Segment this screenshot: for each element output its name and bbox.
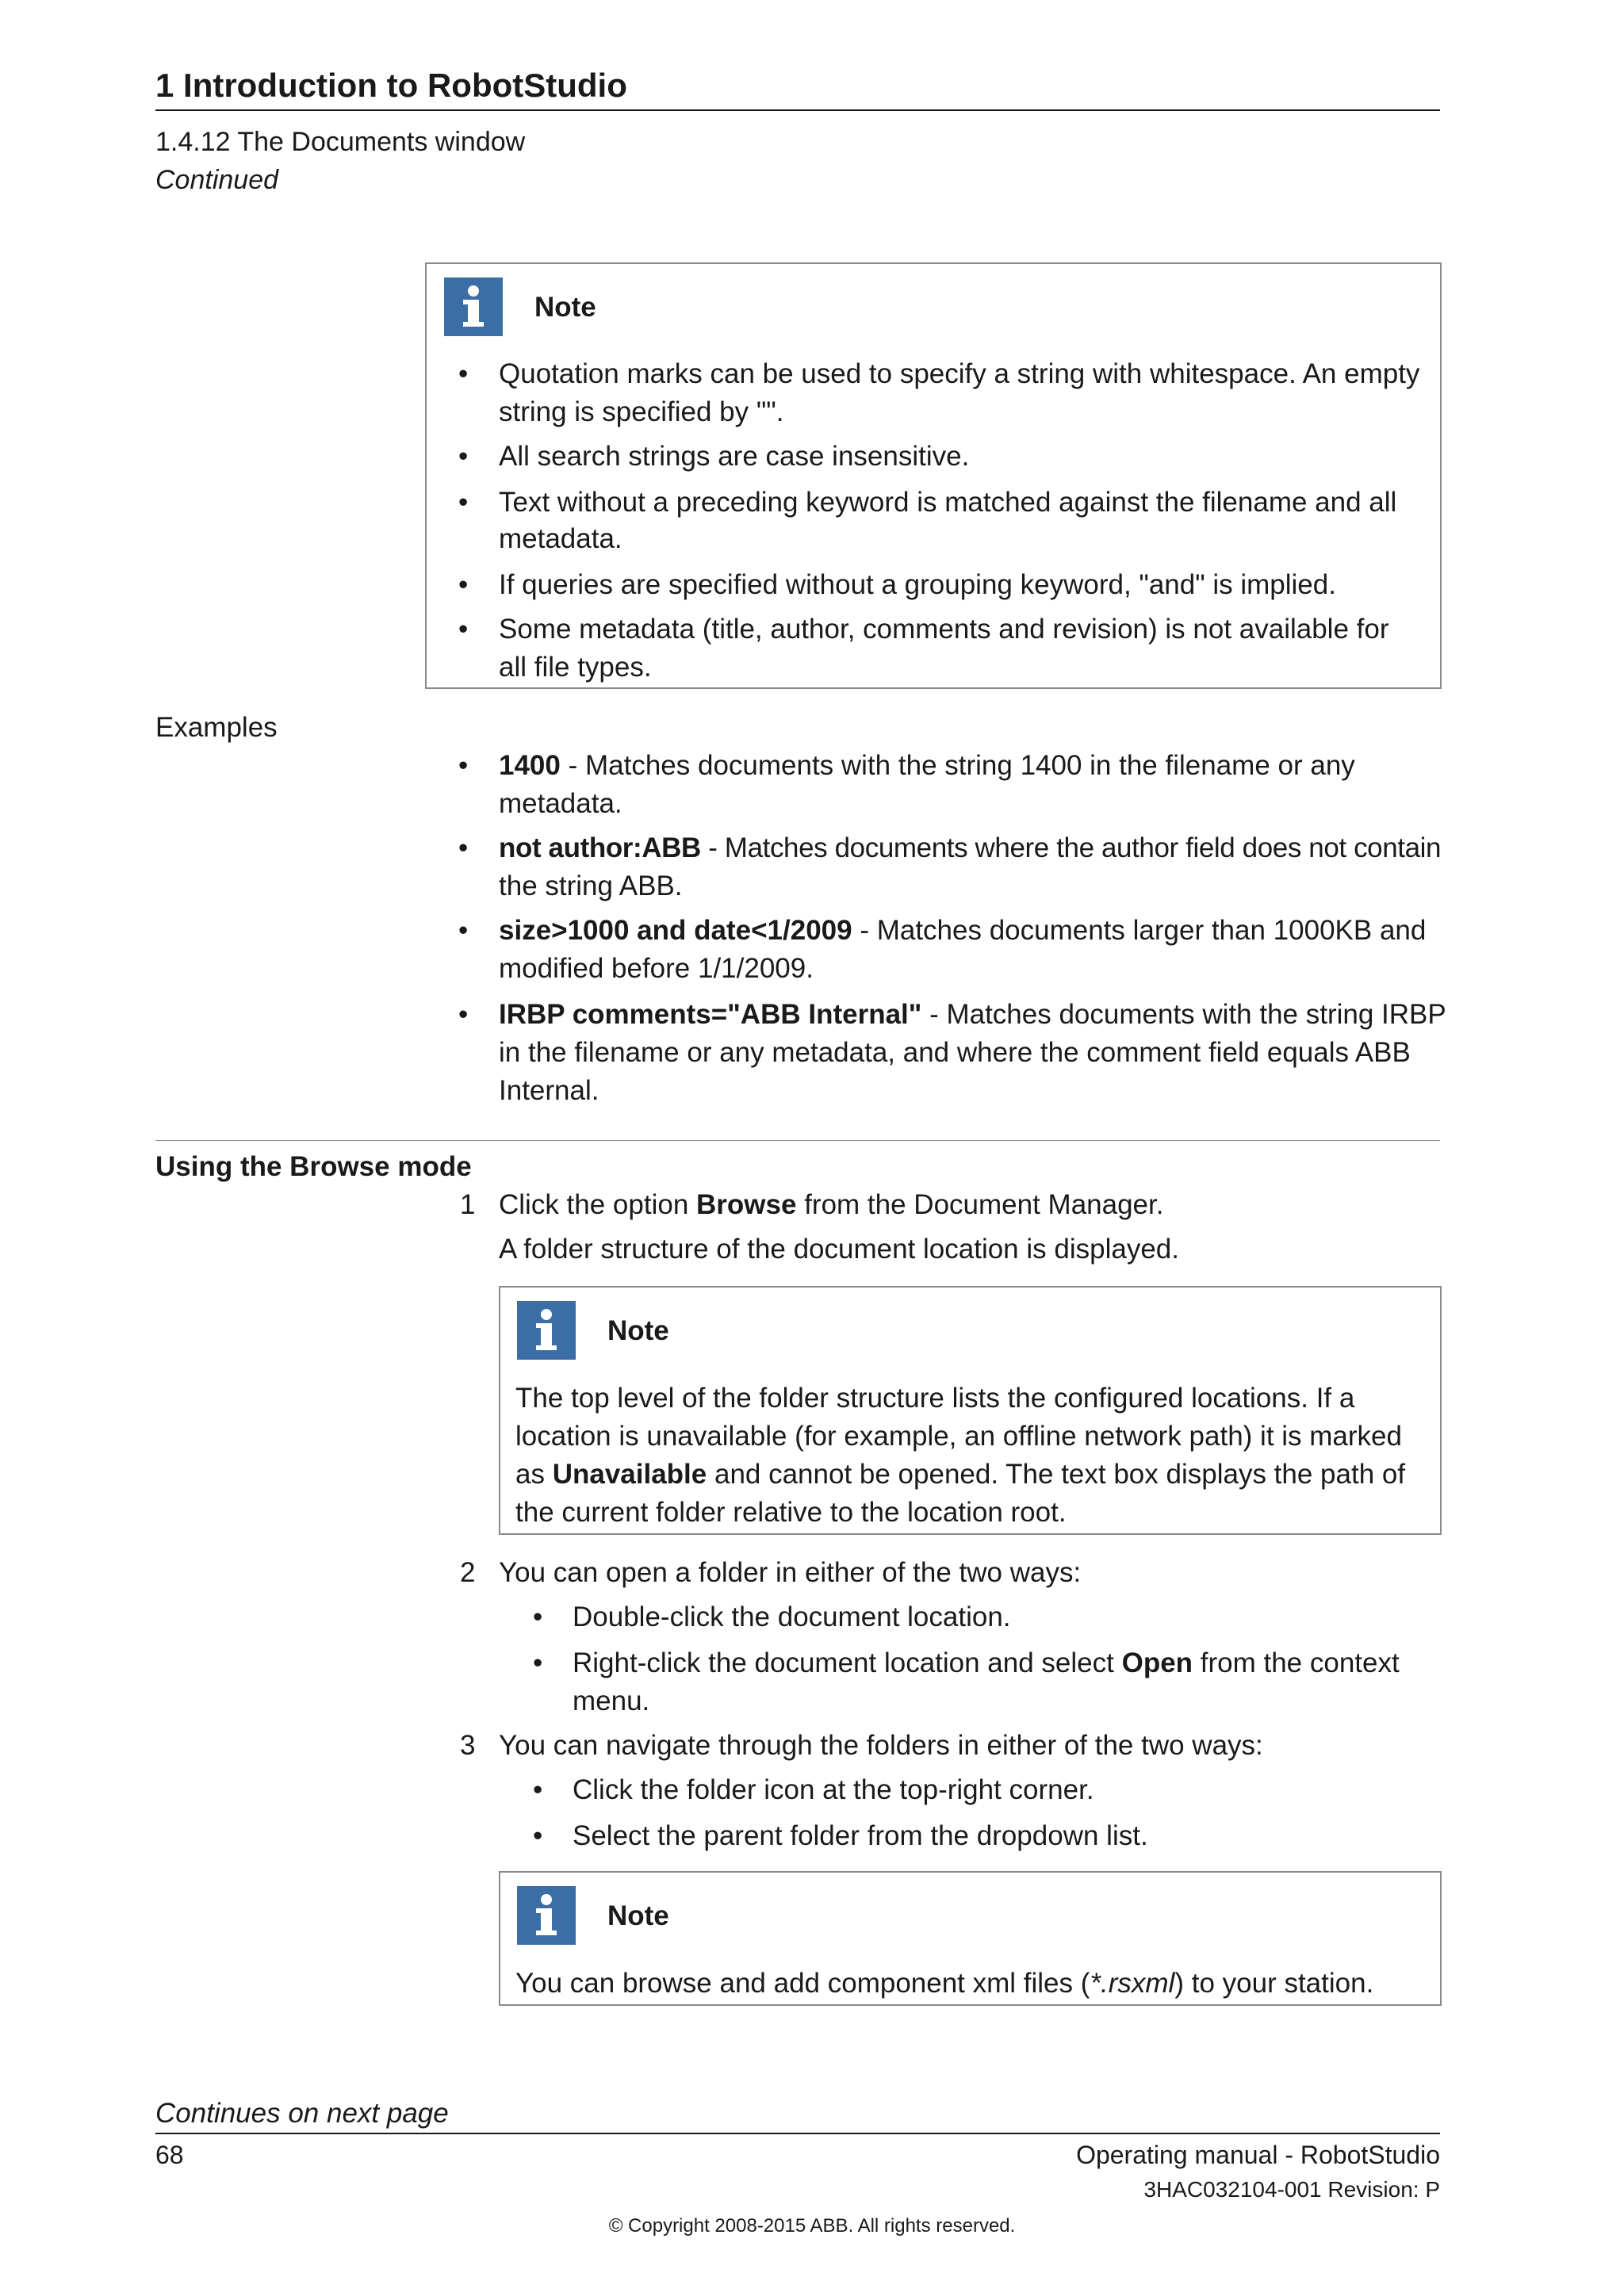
bullet: • xyxy=(458,915,469,946)
example-item-cont: in the filename or any metadata, and where the comment field equals ABB xyxy=(499,1037,1411,1068)
step-text: Click the option Browse from the Document Manager. xyxy=(499,1189,1164,1220)
note-item-text: metadata. xyxy=(499,523,622,554)
info-icon xyxy=(517,1301,576,1360)
section-title: 1.4.12 The Documents window xyxy=(155,127,526,157)
example-item: not author:ABB - Matches documents where the author field does not contain xyxy=(499,832,1442,863)
examples-label: Examples xyxy=(155,712,278,743)
step-text: You can navigate through the folders in either of the two ways: xyxy=(499,1730,1263,1761)
sub-item: Double-click the document location. xyxy=(573,1601,1011,1632)
bullet: • xyxy=(458,750,469,781)
step-text: You can open a folder in either of the two ways: xyxy=(499,1557,1082,1588)
copyright: © Copyright 2008-2015 ABB. All rights reserved. xyxy=(608,2215,1016,2237)
example-item-cont: Internal. xyxy=(499,1075,599,1106)
browse-heading: Using the Browse mode xyxy=(155,1151,472,1182)
bullet: • xyxy=(458,487,469,518)
sub-item: Click the folder icon at the top-right corner. xyxy=(573,1774,1094,1805)
note-text: The top level of the folder structure lists the configured locations. If a xyxy=(515,1383,1355,1414)
note-title: Note xyxy=(607,1315,669,1346)
continued-label: Continued xyxy=(155,165,279,195)
step-number: 1 xyxy=(460,1189,476,1220)
step-number: 3 xyxy=(460,1730,476,1761)
note-item-text: Quotation marks can be used to specify a string with whitespace. An empty xyxy=(499,358,1420,389)
footer-rule xyxy=(155,2133,1440,2134)
example-item-cont: metadata. xyxy=(499,788,622,819)
sub-item: Right-click the document location and select Open from the context xyxy=(573,1647,1400,1678)
continues-label: Continues on next page xyxy=(155,2098,449,2129)
page-number: 68 xyxy=(155,2141,184,2169)
sub-item-cont: menu. xyxy=(573,1686,650,1716)
note-item-text: Some metadata (title, author, comments and revision) is not available for xyxy=(499,614,1389,645)
manual-title: Operating manual - RobotStudio xyxy=(1076,2141,1440,2169)
note-text: as Unavailable and cannot be opened. The text box displays the path of xyxy=(515,1459,1406,1490)
step-number: 2 xyxy=(460,1557,476,1588)
note-text: the current folder relative to the location root. xyxy=(515,1497,1067,1528)
note-title: Note xyxy=(607,1900,669,1931)
bullet: • xyxy=(458,441,469,472)
bullet: • xyxy=(458,999,469,1030)
bullet: • xyxy=(458,832,469,863)
info-icon xyxy=(517,1886,576,1945)
bullet: • xyxy=(533,1820,543,1851)
bullet: • xyxy=(458,614,469,645)
chapter-title: 1 Introduction to RobotStudio xyxy=(155,67,627,104)
sub-item: Select the parent folder from the dropdown list. xyxy=(573,1820,1148,1851)
bullet: • xyxy=(458,569,469,600)
bullet: • xyxy=(533,1601,543,1632)
note-item-text: all file types. xyxy=(499,652,652,683)
example-item: IRBP comments="ABB Internal" - Matches documents with the string IRBP xyxy=(499,999,1446,1030)
header-rule xyxy=(155,109,1440,111)
note-item-text: If queries are specified without a grouping keyword, "and" is implied. xyxy=(499,569,1336,600)
example-item: size>1000 and date<1/2009 - Matches documents larger than 1000KB and xyxy=(499,915,1427,946)
example-item-cont: the string ABB. xyxy=(499,871,683,901)
section-divider xyxy=(155,1140,1440,1141)
doc-id: 3HAC032104-001 Revision: P xyxy=(1143,2177,1440,2202)
note-item-text: Text without a preceding keyword is matched against the filename and all xyxy=(499,487,1397,518)
note-text: location is unavailable (for example, an offline network path) it is marked xyxy=(515,1421,1402,1452)
bullet: • xyxy=(458,358,469,389)
note-item-text: string is specified by "". xyxy=(499,396,784,427)
example-item-cont: modified before 1/1/2009. xyxy=(499,953,814,984)
note-title: Note xyxy=(534,292,596,323)
info-icon xyxy=(444,277,503,336)
bullet: • xyxy=(533,1647,543,1678)
note-item-text: All search strings are case insensitive. xyxy=(499,441,970,472)
bullet: • xyxy=(533,1774,543,1805)
note-text: You can browse and add component xml files (*.rsxml) to your station. xyxy=(515,1968,1374,1999)
step-result: A folder structure of the document location is displayed. xyxy=(499,1234,1179,1265)
example-item: 1400 - Matches documents with the string 1400 in the filename or any xyxy=(499,750,1355,781)
